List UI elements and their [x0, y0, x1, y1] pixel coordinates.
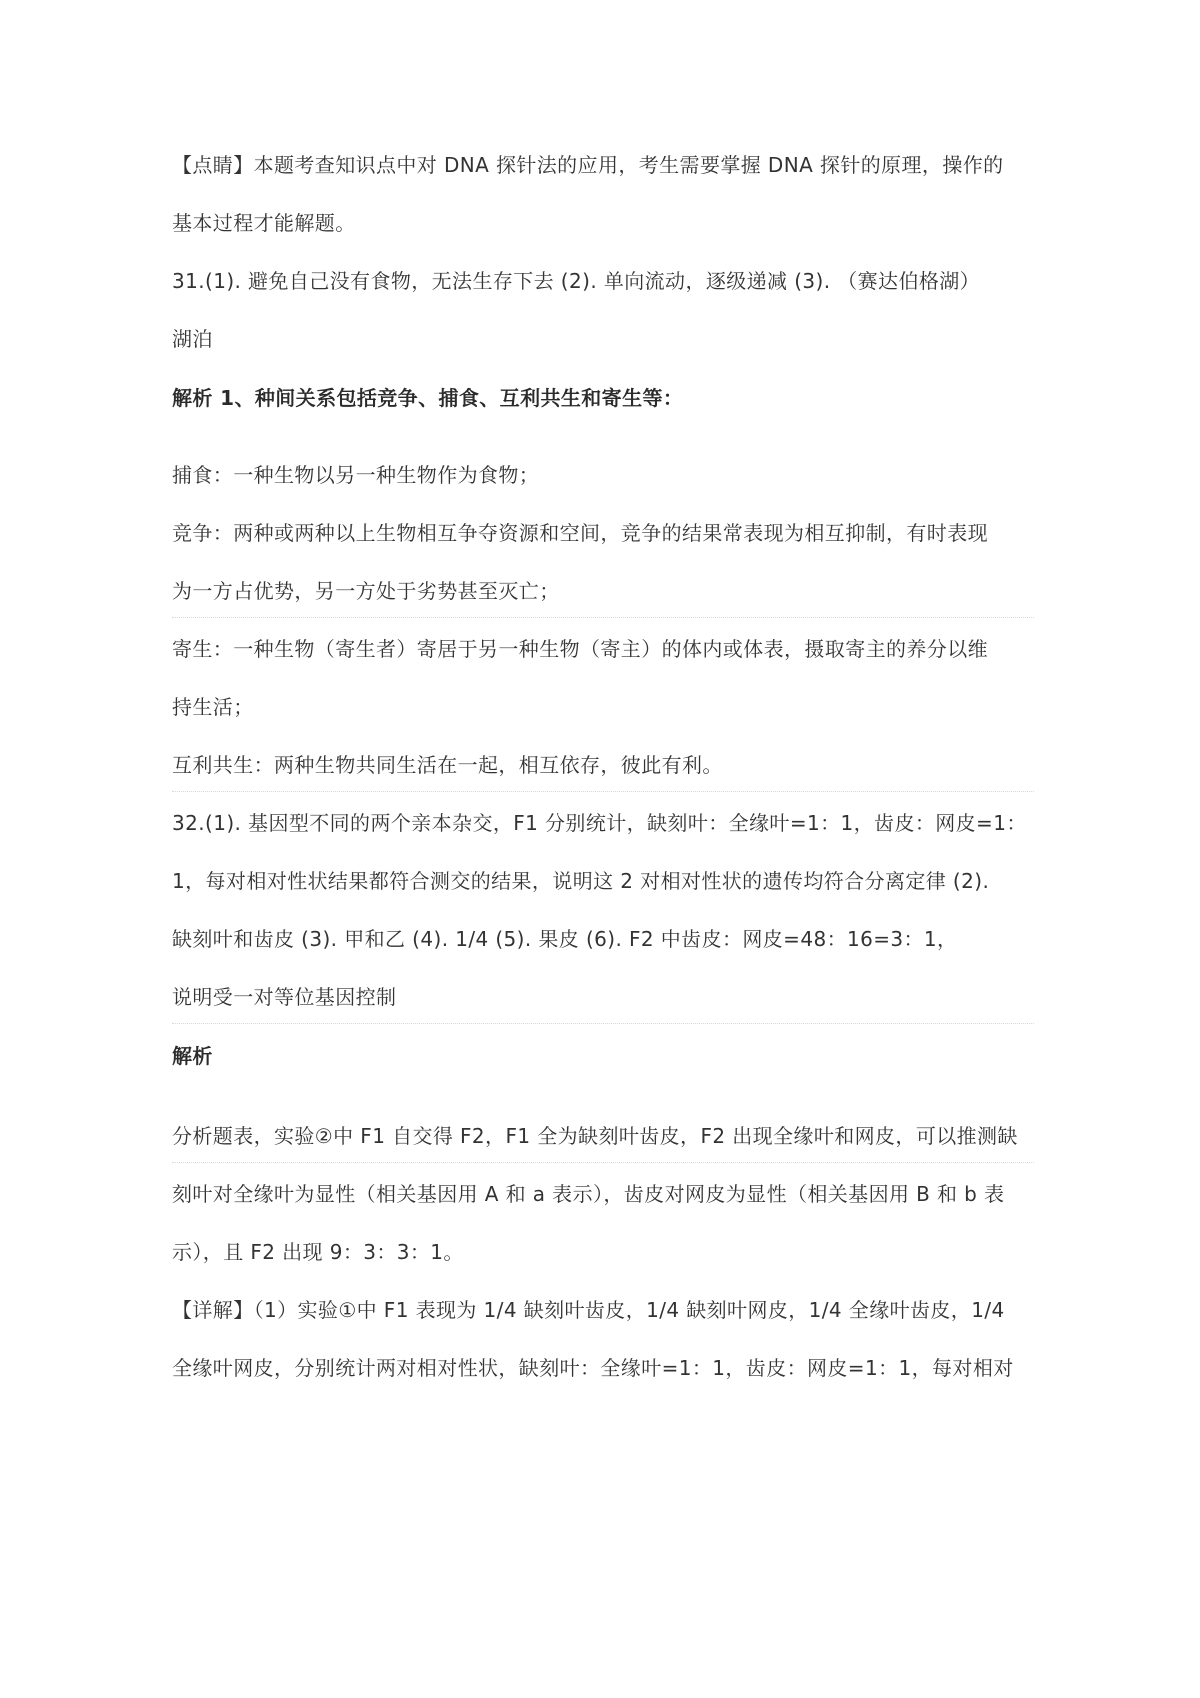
- section-heading: 解析 1、种间关系包括竞争、捕食、互利共生和寄生等：: [172, 386, 684, 410]
- text-line: 竞争：两种或两种以上生物相互争夺资源和空间，竞争的结果常表现为相互抑制，有时表现: [172, 521, 988, 545]
- text-line: 32.(1). 基因型不同的两个亲本杂交，F1 分别统计，缺刻叶：全缘叶=1：1，齿皮：网皮=1：: [172, 811, 1027, 835]
- text-line: 说明受一对等位基因控制: [172, 985, 397, 1009]
- text-line: 持生活；: [172, 695, 254, 719]
- section-heading: 解析: [172, 1044, 213, 1068]
- text-line: 寄生：一种生物（寄生者）寄居于另一种生物（寄主）的体内或体表，摄取寄主的养分以维: [172, 637, 988, 661]
- text-line: 示），且 F2 出现 9：3：3：1。: [172, 1240, 464, 1264]
- dotted-divider: [172, 791, 1034, 792]
- text-line: 捕食：一种生物以另一种生物作为食物；: [172, 463, 540, 487]
- text-line: 分析题表，实验②中 F1 自交得 F2，F1 全为缺刻叶齿皮，F2 出现全缘叶和网皮，可以推测缺: [172, 1124, 1018, 1148]
- text-line: 湖泊: [172, 327, 213, 351]
- text-line: 互利共生：两种生物共同生活在一起，相互依存，彼此有利。: [172, 753, 723, 777]
- text-line: 为一方占优势，另一方处于劣势甚至灭亡；: [172, 579, 560, 603]
- text-line: 【详解】（1）实验①中 F1 表现为 1/4 缺刻叶齿皮，1/4 缺刻叶网皮，1/4 全缘叶齿皮，1/4: [172, 1298, 1005, 1322]
- dotted-divider: [172, 617, 1034, 618]
- text-line: 31.(1). 避免自己没有食物，无法生存下去 (2). 单向流动，逐级递减 (3). （赛达伯格湖）: [172, 269, 981, 293]
- text-line: 基本过程才能解题。: [172, 211, 356, 235]
- text-line: 缺刻叶和齿皮 (3). 甲和乙 (4). 1/4 (5). 果皮 (6). F2 中齿皮：网皮=48：16=3：1，: [172, 927, 958, 951]
- text-line: 全缘叶网皮，分别统计两对相对性状，缺刻叶：全缘叶=1：1，齿皮：网皮=1：1，每对相对: [172, 1356, 1014, 1380]
- text-line: 1，每对相对性状结果都符合测交的结果，说明这 2 对相对性状的遗传均符合分离定律 (2).: [172, 869, 990, 893]
- text-line: 刻叶对全缘叶为显性（相关基因用 A 和 a 表示），齿皮对网皮为显性（相关基因用 B 和 b 表: [172, 1182, 1005, 1206]
- document-page: [172, 0, 1034, 1698]
- dotted-divider: [172, 1023, 1034, 1024]
- text-line: 【点睛】本题考查知识点中对 DNA 探针法的应用，考生需要掌握 DNA 探针的原理，操作的: [172, 153, 1004, 177]
- dotted-divider: [172, 1162, 1034, 1163]
